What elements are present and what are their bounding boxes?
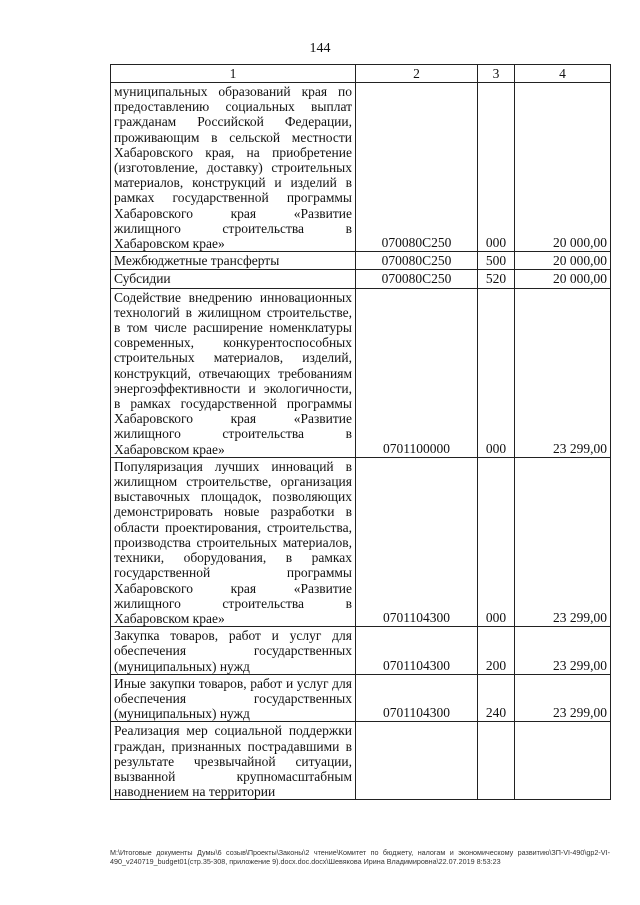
row-type (478, 722, 515, 800)
page-number: 144 (309, 41, 331, 56)
row-amount (515, 722, 611, 800)
row-amount: 23 299,00 (515, 288, 611, 457)
row-description: Популяризация лучших инноваций в жилищном строительстве, организация выставочных площадок, позволяющих демонстрировать новые разработки в области проектирования, строительства, производства строительных материалов, техники, оборудования, в рамках государственной программы Хабаровского края «Развитие жилищного строительства в Хабаровском крае» (111, 457, 356, 626)
table-row (111, 252, 611, 270)
row-amount: 23 299,00 (515, 674, 611, 722)
row-type: 500 (478, 252, 515, 270)
table-row (111, 674, 611, 722)
row-type: 520 (478, 270, 515, 288)
row-code: 070080C250 (356, 83, 478, 252)
table-row (111, 288, 611, 457)
row-code: 0701100000 (356, 288, 478, 457)
row-description: Иные закупки товаров, работ и услуг для обеспечения государственных (муниципальных) нужд (111, 674, 356, 722)
header-col-3: 3 (478, 65, 515, 83)
row-description: Содействие внедрению инновационных технологий в жилищном строительстве, в том числе расширение номенклатуры современных, конкурентоспособных строительных материалов, изделий, конструкций, отвечающих требованиям энергоэффективности и экологичности, в рамках государственной программы Хабаровского края «Развитие жилищного строительства в Хабаровском крае» (111, 288, 356, 457)
row-description: Межбюджетные трансферты (111, 252, 356, 270)
row-type: 000 (478, 288, 515, 457)
row-amount: 20 000,00 (515, 83, 611, 252)
row-description: Закупка товаров, работ и услуг для обеспечения государственных (муниципальных) нужд (111, 627, 356, 675)
row-type: 000 (478, 457, 515, 626)
row-description: Реализация мер социальной поддержки граждан, признанных пострадавшими в результате чрезвычайной ситуации, вызванной крупномасштабным наводнением на территории (111, 722, 356, 800)
row-type: 000 (478, 83, 515, 252)
row-amount: 20 000,00 (515, 252, 611, 270)
table-row (111, 83, 611, 252)
row-amount: 20 000,00 (515, 270, 611, 288)
header-col-2: 2 (356, 65, 478, 83)
row-amount: 23 299,00 (515, 627, 611, 675)
row-description: Субсидии (111, 270, 356, 288)
row-code: 0701104300 (356, 674, 478, 722)
row-code: 0701104300 (356, 457, 478, 626)
row-type: 200 (478, 627, 515, 675)
row-type: 240 (478, 674, 515, 722)
table-row (111, 457, 611, 626)
row-description: муниципальных образований края по предоставлению социальных выплат гражданам Российской Федерации, проживающим в сельской местности Хабаровского края, на приобретение (изготовление, доставку) строительных материалов, конструкций и изделий в рамках государственной программы Хабаровского края «Развитие жилищного строительства в Хабаровском крае» (111, 83, 356, 252)
header-col-1: 1 (111, 65, 356, 83)
header-col-4: 4 (515, 65, 611, 83)
row-code: 070080C250 (356, 252, 478, 270)
table-row (111, 627, 611, 675)
row-code: 070080C250 (356, 270, 478, 288)
row-amount: 23 299,00 (515, 457, 611, 626)
budget-table (110, 64, 611, 800)
row-code: 0701104300 (356, 627, 478, 675)
document-path-footer: M:\Итоговые документы Думы\6 созыв\Проекты\Законы\2 чтение\Комитет по бюджету, налогам и экономическому развитию\ЗП-VI-490\gp2-VI-490_v240719_budget01(стр.35-308, приложение 9).docx.doc.docx\Шевякова Ирина Владимировна\22.07.2019 8:53:23 (110, 848, 610, 866)
table-row (111, 270, 611, 288)
table-header-row (111, 65, 611, 83)
row-code (356, 722, 478, 800)
table-row (111, 722, 611, 800)
